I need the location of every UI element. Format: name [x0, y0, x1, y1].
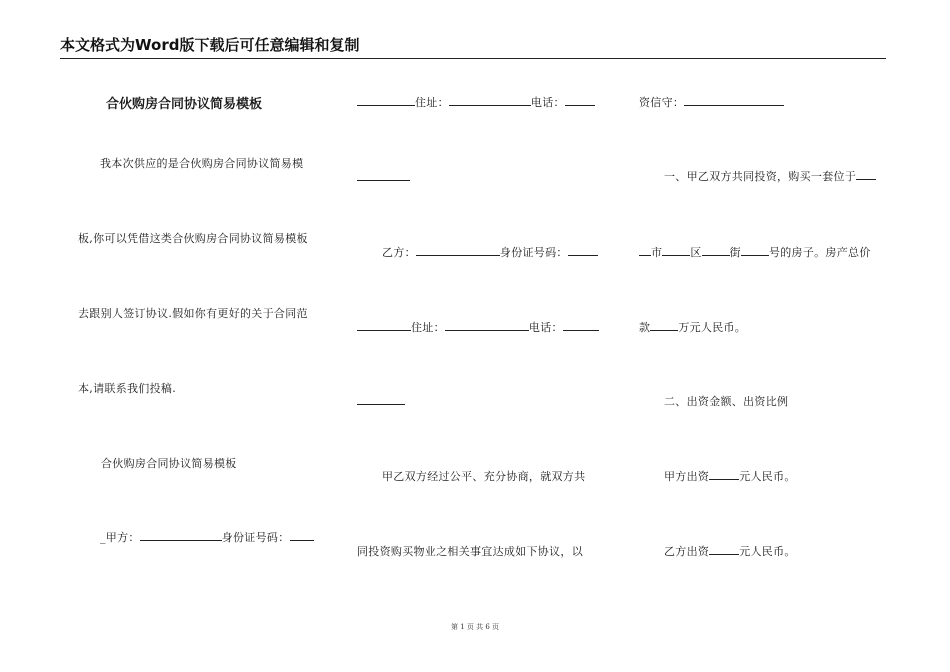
credit-line	[639, 94, 784, 110]
clause-1-line	[664, 168, 876, 184]
blank-field	[290, 530, 314, 541]
party-b-contribution-label: 乙方出资	[664, 545, 710, 558]
blank-field	[702, 245, 730, 256]
party-b-contribution	[664, 543, 796, 559]
paragraph-line: 板,你可以凭借这类合伙购房合同协议简易模板	[78, 232, 308, 245]
paragraph-line: 合伙购房合同协议简易模板	[101, 457, 237, 470]
blank-continuation	[357, 170, 410, 184]
blank-field	[357, 394, 405, 405]
blank-field	[568, 245, 598, 256]
column-3	[639, 0, 899, 672]
paragraph-line: 同投资购买物业之相关事宜达成如下协议，以	[357, 545, 583, 558]
blank-continuation	[357, 394, 405, 408]
blank-field	[639, 245, 651, 256]
price-label: 款	[639, 321, 651, 334]
address-line-2	[357, 319, 599, 335]
blank-field	[563, 320, 599, 331]
column-2	[357, 0, 617, 672]
party-a-contribution	[664, 468, 796, 484]
blank-field	[140, 530, 222, 541]
clause-1-text: 一、甲乙双方共同投资，购买一套位于	[664, 170, 857, 183]
address-label: 住址：	[411, 321, 445, 334]
document-title: 合伙购房合同协议简易模板	[106, 97, 263, 112]
blank-field	[357, 95, 415, 106]
party-b-line	[382, 244, 598, 260]
phone-label: 电话：	[528, 321, 563, 334]
address-line-1	[357, 94, 595, 110]
paragraph-line: 我本次供应的是合伙购房合同协议简易模	[100, 157, 304, 170]
party-b-label: 乙方：	[382, 246, 416, 259]
clause-2-heading: 二、出资金额、出资比例	[664, 395, 789, 408]
blank-field	[684, 95, 784, 106]
blank-field	[357, 170, 410, 181]
city-label: 市	[651, 246, 663, 259]
currency-unit: 元人民币。	[739, 545, 796, 558]
party-a-label: _甲方：	[100, 531, 140, 544]
phone-label: 电话：	[530, 96, 565, 109]
party-a-contribution-label: 甲方出资	[664, 470, 710, 483]
party-a-line	[100, 529, 314, 545]
id-label: 身份证号码：	[221, 531, 290, 544]
blank-field	[565, 95, 595, 106]
clause-1-address	[639, 244, 871, 260]
district-label: 区	[690, 246, 702, 259]
paragraph-line: 去跟别人签订协议.假如你有更好的关于合同范	[78, 307, 308, 320]
paragraph-line: 本,请联系我们投稿.	[78, 382, 176, 395]
blank-field	[709, 469, 739, 480]
street-label: 街	[729, 246, 741, 259]
page-number: 第 1 页 共 6 页	[450, 623, 500, 631]
header-title: 本文格式为Word版下载后可任意编辑和复制	[60, 36, 360, 54]
blank-field	[856, 169, 876, 180]
column-1	[68, 0, 328, 672]
credit-label: 资信守：	[639, 96, 685, 109]
blank-field	[650, 320, 678, 331]
address-label: 住址：	[415, 96, 449, 109]
blank-field	[662, 245, 690, 256]
price-unit: 万元人民币。	[678, 321, 747, 334]
paragraph-line: 甲乙双方经过公平、充分协商，就双方共	[382, 470, 586, 483]
clause-1-price	[639, 319, 746, 335]
blank-field	[357, 320, 411, 331]
blank-field	[449, 95, 531, 106]
id-label: 身份证号码：	[499, 246, 568, 259]
blank-field	[709, 544, 739, 555]
currency-unit: 元人民币。	[739, 470, 796, 483]
blank-field	[445, 320, 529, 331]
house-number-text: 号的房子。房产总价	[768, 246, 871, 259]
blank-field	[741, 245, 769, 256]
blank-field	[416, 245, 500, 256]
